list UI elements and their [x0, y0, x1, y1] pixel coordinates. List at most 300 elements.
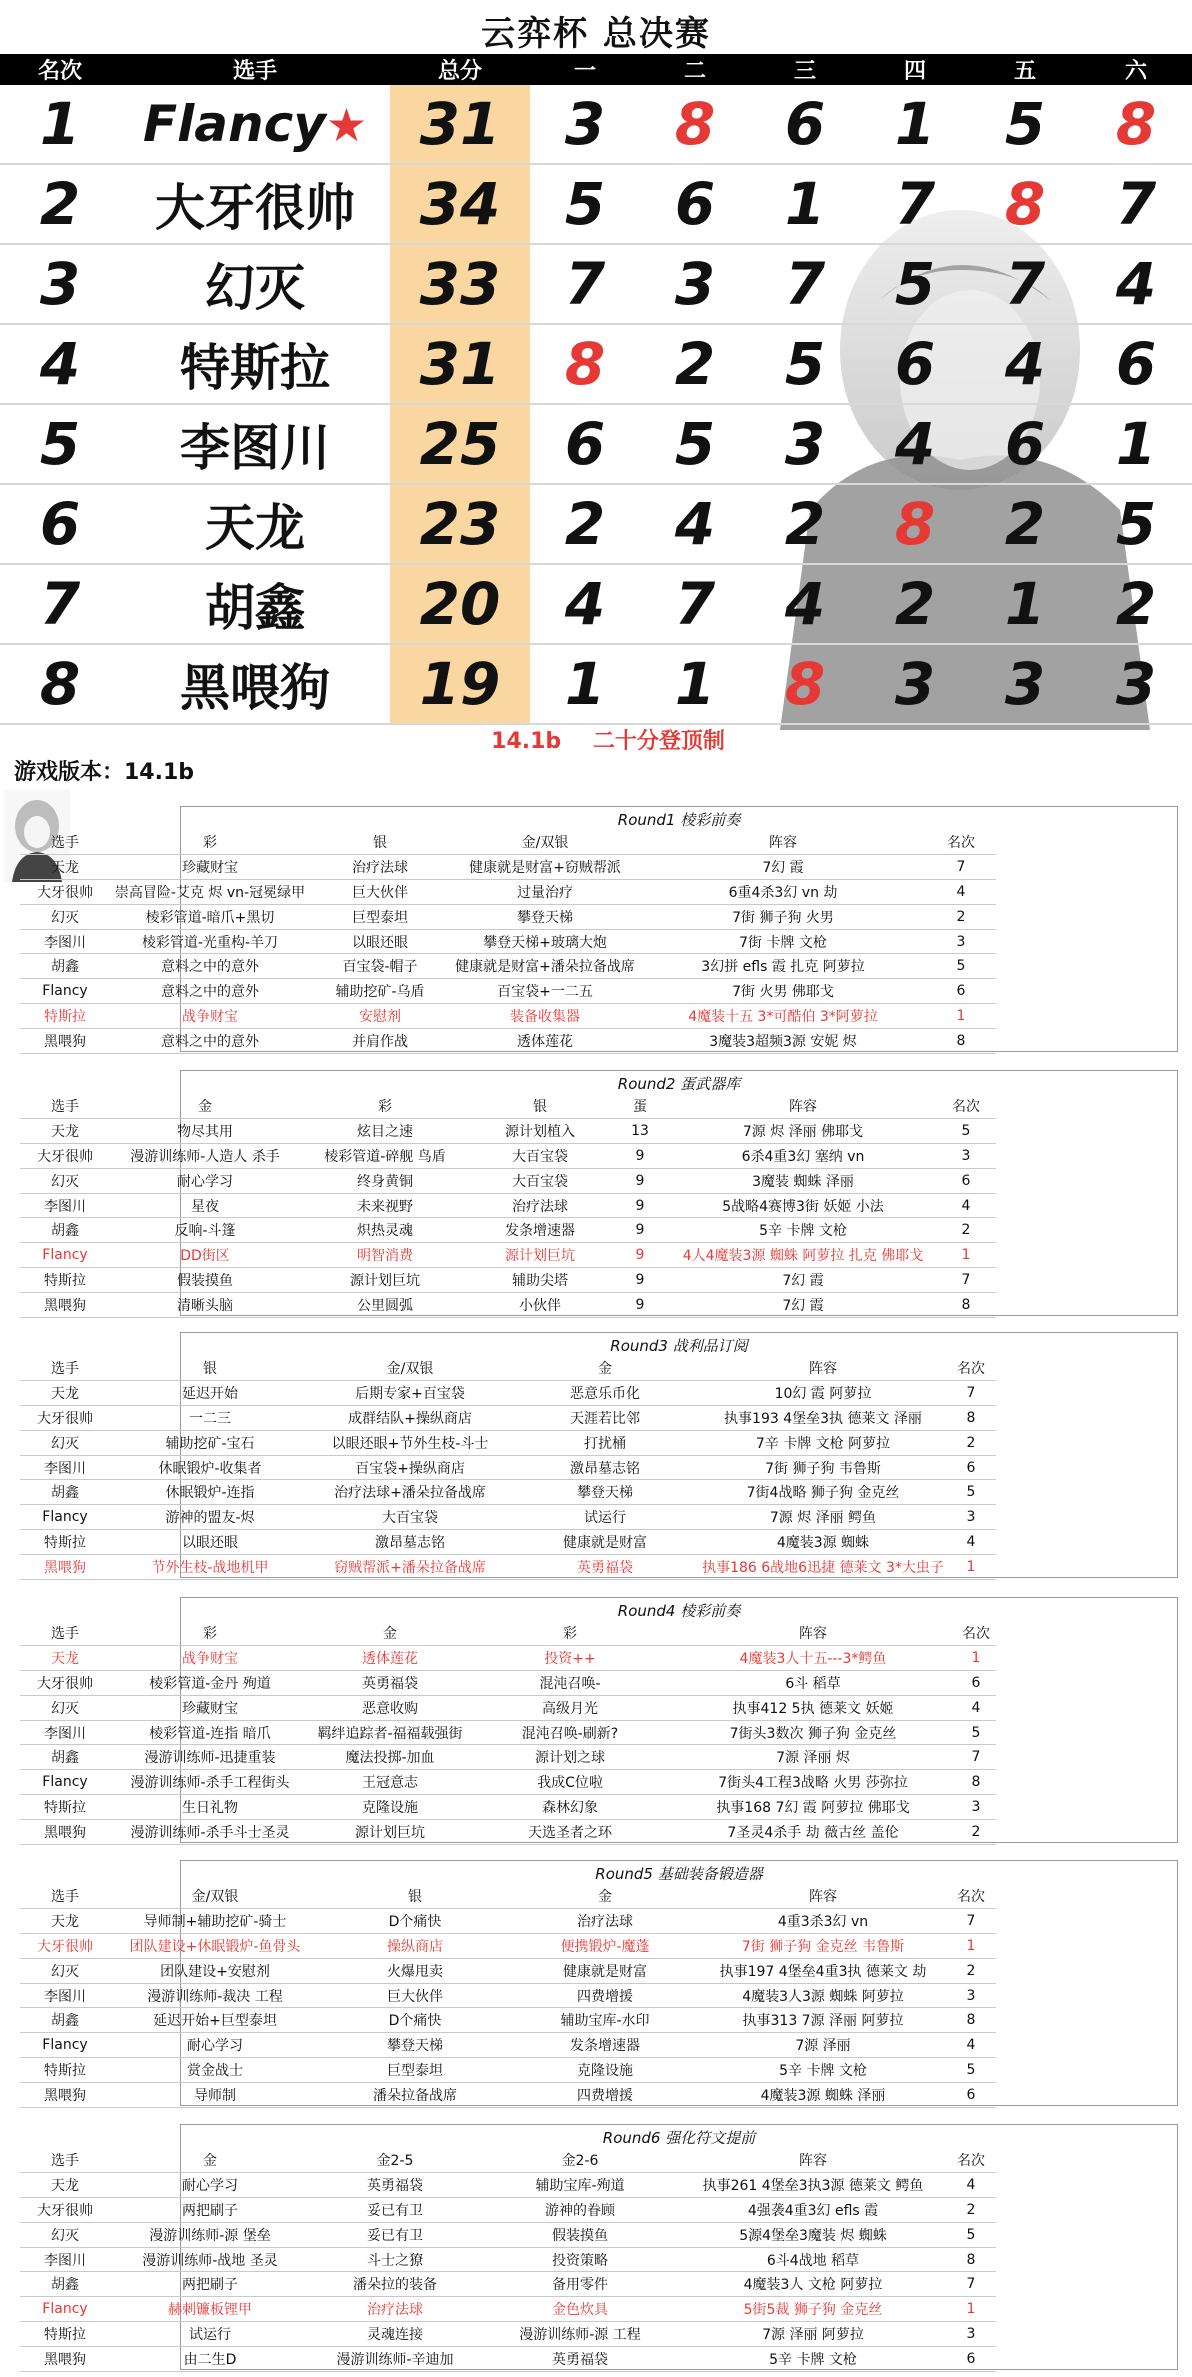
round-cell: 小伙伴: [470, 1293, 610, 1318]
round-cell: 健康就是财富+窃贼帮派: [450, 854, 640, 879]
game-score: 3: [860, 644, 970, 724]
round-header: 阵容: [680, 2148, 946, 2172]
round-row: [20, 1645, 996, 1670]
round-row: [20, 1933, 996, 1958]
round-cell: 7幻 霞: [640, 854, 926, 879]
standings-header: [0, 54, 1192, 85]
round-cell: 6: [936, 1168, 996, 1193]
round-row: [20, 1745, 996, 1770]
round-cell: 8: [946, 1405, 996, 1430]
round-header: 彩: [470, 1621, 670, 1645]
round-cell: 治疗法球+潘朵拉备战席: [310, 1480, 510, 1505]
round-cell: 棱彩管道-光重构-羊刀: [110, 929, 310, 954]
round-cell: 黑喂狗: [20, 1555, 110, 1580]
round-cell: DD街区: [110, 1243, 300, 1268]
round-cell: 公里圆弧: [300, 1293, 470, 1318]
round-cell: 7源 泽丽 烬: [670, 1745, 956, 1770]
rank-cell: 1: [0, 85, 120, 164]
round-cell: 过量治疗: [450, 879, 640, 904]
round-header: 选手: [20, 1884, 110, 1908]
round-cell: 治疗法球: [470, 1193, 610, 1218]
round-header: 名次: [956, 1621, 996, 1645]
round-cell: 5: [926, 954, 996, 979]
round-cell: 羁绊追踪者-福福载强街: [310, 1720, 470, 1745]
round-cell: 漫游训练师-杀手工程街头: [110, 1770, 310, 1795]
round-cell: 克隆设施: [310, 1795, 470, 1820]
round-cell: 大百宝袋: [310, 1505, 510, 1530]
round-cell: 5辛 卡牌 文枪: [700, 2058, 946, 2083]
round-cell: 5辛 卡牌 文枪: [670, 1218, 936, 1243]
round-cell: 便携锻炉-魔蓬: [510, 1933, 700, 1958]
round-cell: 胡鑫: [20, 1745, 110, 1770]
round-cell: 7街 狮子狗 火男: [640, 904, 926, 929]
round-row: [20, 1293, 996, 1318]
round-cell: 星夜: [110, 1193, 300, 1218]
round-cell: 7: [956, 1745, 996, 1770]
round-cell: 9: [610, 1218, 670, 1243]
round-cell: 装备收集器: [450, 1004, 640, 1029]
round-cell: 英勇福袋: [480, 2347, 680, 2372]
round-cell: 妥已有卫: [310, 2222, 480, 2247]
round-cell: 源计划之球: [470, 1745, 670, 1770]
game-score: 8: [970, 164, 1080, 244]
round-cell: 漫游训练师-裁决 工程: [110, 1983, 320, 2008]
rank-cell: 3: [0, 244, 120, 324]
round-row: [20, 954, 996, 979]
round-cell: D个痛快: [320, 1908, 510, 1933]
round-cell: 1: [946, 1555, 996, 1580]
round-cell: 源计划植入: [470, 1118, 610, 1143]
round-header: 名次: [946, 1884, 996, 1908]
round-cell: 5: [956, 1720, 996, 1745]
round-row: [20, 1983, 996, 2008]
round-row: [20, 2033, 996, 2058]
round-cell: 李图川: [20, 1455, 110, 1480]
round-cell: 窃贼帮派+潘朵拉备战席: [310, 1555, 510, 1580]
round-cell: 特斯拉: [20, 1530, 110, 1555]
round-cell: 后期专家+百宝袋: [310, 1380, 510, 1405]
round-cell: 大牙很帅: [20, 2197, 110, 2222]
total-score: 23: [390, 484, 530, 564]
round-row: [20, 1908, 996, 1933]
round-cell: 并肩作战: [310, 1029, 450, 1054]
round-cell: 巨型泰坦: [320, 2058, 510, 2083]
round-cell: 李图川: [20, 2247, 110, 2272]
round-cell: 1: [926, 1004, 996, 1029]
player-name: 幻灭: [120, 244, 390, 324]
round-cell: 2: [956, 1820, 996, 1845]
round-cell: 8: [926, 1029, 996, 1054]
round-cell: 赫刺镰板锂甲: [110, 2297, 310, 2322]
round-cell: 2: [926, 904, 996, 929]
star-icon: ★: [325, 98, 368, 152]
round-cell: 辅助尖塔: [470, 1268, 610, 1293]
round-header: 阵容: [670, 1094, 936, 1118]
round-cell: 耐心学习: [110, 2033, 320, 2058]
round-cell: 巨型泰坦: [310, 904, 450, 929]
round-cell: 治疗法球: [310, 854, 450, 879]
round-cell: 天龙: [20, 2172, 110, 2197]
round-cell: 王冠意志: [310, 1770, 470, 1795]
round-cell: 漫游训练师-源 堡垒: [110, 2222, 310, 2247]
round-header: 金: [510, 1884, 700, 1908]
round-grid: [20, 1356, 996, 1580]
round-cell: 幻灭: [20, 904, 110, 929]
round-cell: Flancy: [20, 1770, 110, 1795]
game-score: 3: [530, 85, 640, 164]
round-cell: 3魔装3超频3源 安妮 烬: [640, 1029, 926, 1054]
game-score: 6: [860, 324, 970, 404]
round-cell: 攀登天梯+玻璃大炮: [450, 929, 640, 954]
round-row: [20, 1958, 996, 1983]
round-cell: 5: [946, 2058, 996, 2083]
round-cell: 攀登天梯: [510, 1480, 700, 1505]
game-score: 3: [640, 244, 750, 324]
round-header: 阵容: [670, 1621, 956, 1645]
round-cell: 炫目之速: [300, 1118, 470, 1143]
rank-cell: 5: [0, 404, 120, 484]
game-score: 4: [640, 484, 750, 564]
round-cell: 7辛 卡牌 文枪 阿萝拉: [700, 1430, 946, 1455]
round-cell: 四费增援: [510, 2083, 700, 2108]
total-score: 33: [390, 244, 530, 324]
round-cell: 4: [926, 879, 996, 904]
round-cell: 妥已有卫: [310, 2197, 480, 2222]
round-header: 名次: [946, 1356, 996, 1380]
round-cell: 4魔装3人3源 蜘蛛 阿萝拉: [700, 1983, 946, 2008]
round-cell: 安慰剂: [310, 1004, 450, 1029]
round-cell: 物尽其用: [110, 1118, 300, 1143]
header-game-5: 五: [970, 54, 1080, 85]
round-cell: 7源 泽丽: [700, 2033, 946, 2058]
game-score: 4: [530, 564, 640, 644]
round-cell: 天龙: [20, 854, 110, 879]
round-cell: 大牙很帅: [20, 1933, 110, 1958]
round-cell: 英勇福袋: [510, 1555, 700, 1580]
game-score: 5: [1080, 484, 1192, 564]
round-cell: 5: [946, 1480, 996, 1505]
round-cell: 混沌召唤-: [470, 1670, 670, 1695]
round-cell: 7街 狮子狗 金克丝 韦鲁斯: [700, 1933, 946, 1958]
round-cell: 执事186 6战地6迅捷 德莱文 3*大虫子: [700, 1555, 946, 1580]
round-cell: 6: [946, 2083, 996, 2108]
round-header: 阵容: [640, 830, 926, 854]
round-cell: Flancy: [20, 2033, 110, 2058]
game-score: 2: [970, 484, 1080, 564]
round-row: [20, 979, 996, 1004]
round-cell: 崇高冒险-艾克 烬 vn-冠冕绿甲: [110, 879, 310, 904]
round-cell: 7源 烬 泽丽 鳄鱼: [700, 1505, 946, 1530]
round-cell: 执事197 4堡垒4重3执 德莱文 劫: [700, 1958, 946, 1983]
round-row: [20, 929, 996, 954]
round-cell: 我成C位啦: [470, 1770, 670, 1795]
round-cell: 7幻 霞: [670, 1293, 936, 1318]
round-cell: 幻灭: [20, 1168, 110, 1193]
round-cell: 金色炊具: [480, 2297, 680, 2322]
round-cell: 李图川: [20, 1720, 110, 1745]
round-row: [20, 854, 996, 879]
round-cell: 4: [946, 2172, 996, 2197]
game-score: 5: [970, 85, 1080, 164]
round-cell: 特斯拉: [20, 1268, 110, 1293]
round-cell: 源计划巨坑: [470, 1243, 610, 1268]
round-row: [20, 2322, 996, 2347]
game-score: 3: [1080, 644, 1192, 724]
round-cell: 魔法投掷-加血: [310, 1745, 470, 1770]
round-cell: 9: [610, 1293, 670, 1318]
round-cell: 攀登天梯: [320, 2033, 510, 2058]
round-header: 选手: [20, 830, 110, 854]
round-row: [20, 2222, 996, 2247]
header-player: 选手: [120, 54, 390, 85]
round-grid: [20, 1884, 996, 2108]
total-score: 31: [390, 324, 530, 404]
round-cell: 以眼还眼: [110, 1530, 310, 1555]
round-header: 金/双银: [110, 1884, 320, 1908]
round-row: [20, 879, 996, 904]
round-cell: 9: [610, 1143, 670, 1168]
round-cell: 大牙很帅: [20, 879, 110, 904]
header-game-4: 四: [860, 54, 970, 85]
round-cell: 2: [936, 1218, 996, 1243]
game-score: 4: [1080, 244, 1192, 324]
round-header: 选手: [20, 1094, 110, 1118]
player-name: 天龙: [120, 484, 390, 564]
round-cell: 幻灭: [20, 1695, 110, 1720]
game-score: 8: [750, 644, 860, 724]
round-cell: 耐心学习: [110, 2172, 310, 2197]
player-name: 特斯拉: [120, 324, 390, 404]
round-cell: 漫游训练师-杀手斗士圣灵: [110, 1820, 310, 1845]
round-cell: 百宝袋-帽子: [310, 954, 450, 979]
round-header: 银: [320, 1884, 510, 1908]
round-cell: 激昂墓志铭: [510, 1455, 700, 1480]
standings-row: [0, 85, 1192, 164]
round-cell: 李图川: [20, 1983, 110, 2008]
rank-cell: 4: [0, 324, 120, 404]
round-cell: 2: [946, 1430, 996, 1455]
round-header: 名次: [946, 2148, 996, 2172]
round-cell: 胡鑫: [20, 2008, 110, 2033]
round-cell: 由二生D: [110, 2347, 310, 2372]
round-row: [20, 2083, 996, 2108]
round-cell: 成群结队+操纵商店: [310, 1405, 510, 1430]
round-cell: 巨大伙伴: [320, 1983, 510, 2008]
round-cell: 以眼还眼: [310, 929, 450, 954]
round-cell: 意料之中的意外: [110, 1029, 310, 1054]
round-cell: 8: [936, 1293, 996, 1318]
round-row: [20, 2008, 996, 2033]
round-cell: 团队建设+安慰剂: [110, 1958, 320, 1983]
round-cell: 4: [946, 1530, 996, 1555]
round-cell: 攀登天梯: [450, 904, 640, 929]
round-cell: 棱彩管道-连指 暗爪: [110, 1720, 310, 1745]
game-score: 8: [530, 324, 640, 404]
round-cell: 游神的盟友-烬: [110, 1505, 310, 1530]
round-cell: 7幻 霞: [670, 1268, 936, 1293]
round-cell: 3: [946, 1505, 996, 1530]
round-cell: 意料之中的意外: [110, 979, 310, 1004]
round-cell: 2: [946, 2197, 996, 2222]
round-cell: 执事168 7幻 霞 阿萝拉 佛耶戈: [670, 1795, 956, 1820]
game-score: 6: [970, 404, 1080, 484]
round-cell: 克隆设施: [510, 2058, 700, 2083]
round-cell: 健康就是财富: [510, 1958, 700, 1983]
game-score: 2: [860, 564, 970, 644]
game-score: 7: [860, 164, 970, 244]
round-cell: 10幻 霞 阿萝拉: [700, 1380, 946, 1405]
round-title: Round6 强化符文提前: [602, 2129, 756, 2147]
round-cell: 试运行: [510, 1505, 700, 1530]
format-tag: 二十分登顶制: [592, 729, 725, 754]
round-cell: 透体莲花: [310, 1645, 470, 1670]
round-cell: 漫游训练师-人造人 杀手: [110, 1143, 300, 1168]
round-header: 选手: [20, 1356, 110, 1380]
round-cell: 特斯拉: [20, 1795, 110, 1820]
round-row: [20, 1243, 996, 1268]
round-cell: 7源 泽丽 阿萝拉: [680, 2322, 946, 2347]
round-cell: 辅助宝库-水印: [510, 2008, 700, 2033]
round-cell: 胡鑫: [20, 1218, 110, 1243]
round-cell: 9: [610, 1193, 670, 1218]
round-title: Round2 蛋武器库: [617, 1075, 741, 1093]
round-cell: 黑喂狗: [20, 1293, 110, 1318]
round-cell: 6杀4重3幻 塞纳 vn: [670, 1143, 936, 1168]
round-cell: 黑喂狗: [20, 1820, 110, 1845]
round-cell: 英勇福袋: [310, 2172, 480, 2197]
round-header: 银: [310, 830, 450, 854]
round-row: [20, 1720, 996, 1745]
game-score: 2: [640, 324, 750, 404]
header-game-1: 一: [530, 54, 640, 85]
round-cell: 1: [946, 1933, 996, 1958]
round-cell: 13: [610, 1118, 670, 1143]
header-game-6: 六: [1080, 54, 1192, 85]
round-cell: 4魔装3源 蜘蛛: [700, 1530, 946, 1555]
round-cell: 大牙很帅: [20, 1143, 110, 1168]
round-header: 彩: [110, 830, 310, 854]
game-score: 8: [860, 484, 970, 564]
round-cell: 辅助挖矿-宝石: [110, 1430, 310, 1455]
game-score: 4: [970, 324, 1080, 404]
rank-cell: 6: [0, 484, 120, 564]
round-cell: 7: [946, 1380, 996, 1405]
standings-row: [0, 644, 1192, 724]
round-cell: 黑喂狗: [20, 2083, 110, 2108]
game-score: 8: [1080, 85, 1192, 164]
round-cell: 胡鑫: [20, 954, 110, 979]
round-cell: 健康就是财富+潘朵拉备战席: [450, 954, 640, 979]
round-cell: 潘朵拉备战席: [320, 2083, 510, 2108]
round-row: [20, 2172, 996, 2197]
version-tag: 14.1b: [491, 729, 562, 754]
round-row: [20, 1430, 996, 1455]
round-cell: 7圣灵4杀手 劫 薇古丝 盖伦: [670, 1820, 956, 1845]
round-header: 阵容: [700, 1356, 946, 1380]
game-score: 6: [530, 404, 640, 484]
round-row: [20, 2197, 996, 2222]
round-row: [20, 1029, 996, 1054]
round-cell: 战争财宝: [110, 1004, 310, 1029]
round-row: [20, 1143, 996, 1168]
round-cell: 投资++: [470, 1645, 670, 1670]
round-cell: 天选圣者之环: [470, 1820, 670, 1845]
round-row: [20, 1218, 996, 1243]
round-row: [20, 1820, 996, 1845]
round-cell: 生日礼物: [110, 1795, 310, 1820]
round-header: 选手: [20, 2148, 110, 2172]
round-cell: 3: [946, 2322, 996, 2347]
round-cell: 大牙很帅: [20, 1405, 110, 1430]
round-cell: 两把刷子: [110, 2272, 310, 2297]
round-cell: 休眠锻炉-连指: [110, 1480, 310, 1505]
round-cell: Flancy: [20, 1243, 110, 1268]
round-header: 蛋: [610, 1094, 670, 1118]
round-cell: 3幻拼 efls 霞 扎克 阿萝拉: [640, 954, 926, 979]
round-cell: 4强袭4重3幻 efls 霞: [680, 2197, 946, 2222]
round-cell: 7街头3数次 狮子狗 金克丝: [670, 1720, 956, 1745]
round-cell: 7街4战略 狮子狗 金克丝: [700, 1480, 946, 1505]
round-cell: 5战略4赛博3街 妖姬 小法: [670, 1193, 936, 1218]
format-banner: [0, 724, 1192, 755]
game-score: 5: [640, 404, 750, 484]
round-cell: 6重4杀3幻 vn 劫: [640, 879, 926, 904]
standings-table: [0, 54, 1192, 725]
round-title: Round3 战利品订阅: [610, 1337, 748, 1355]
round-cell: 一二三: [110, 1405, 310, 1430]
round-cell: 6: [926, 979, 996, 1004]
round-cell: 以眼还眼+节外生枝-斗士: [310, 1430, 510, 1455]
round-cell: 7街 火男 佛耶戈: [640, 979, 926, 1004]
total-score: 34: [390, 164, 530, 244]
round-cell: 未来视野: [300, 1193, 470, 1218]
game-score: 1: [970, 564, 1080, 644]
round-cell: 英勇福袋: [310, 1670, 470, 1695]
round-header-row: [20, 2148, 996, 2172]
round-cell: Flancy: [20, 979, 110, 1004]
round-cell: 大牙很帅: [20, 1670, 110, 1695]
round-cell: 激昂墓志铭: [310, 1530, 510, 1555]
round-cell: 游神的眷顾: [480, 2197, 680, 2222]
round-row: [20, 2347, 996, 2372]
round-cell: 恶意乐币化: [510, 1380, 700, 1405]
round-cell: 6斗4战地 稻草: [680, 2247, 946, 2272]
round-header-row: [20, 1094, 996, 1118]
round-cell: 珍藏财宝: [110, 854, 310, 879]
round-row: [20, 1193, 996, 1218]
round-cell: 导师制+辅助挖矿-骑士: [110, 1908, 320, 1933]
round-header: 银: [470, 1094, 610, 1118]
round-header: 名次: [926, 830, 996, 854]
header-game-3: 三: [750, 54, 860, 85]
round-cell: 3: [946, 1983, 996, 2008]
round-row: [20, 1795, 996, 1820]
round-header: 名次: [936, 1094, 996, 1118]
round-cell: 两把刷子: [110, 2197, 310, 2222]
round-header: 阵容: [700, 1884, 946, 1908]
round-cell: 5: [946, 2222, 996, 2247]
round-cell: 明智消费: [300, 1243, 470, 1268]
round-cell: 反响-斗篷: [110, 1218, 300, 1243]
round-title: Round1 棱彩前奏: [617, 811, 741, 829]
round-row: [20, 1555, 996, 1580]
round-cell: 李图川: [20, 929, 110, 954]
round-row: [20, 2247, 996, 2272]
round-header: 金: [510, 1356, 700, 1380]
round-row: [20, 1530, 996, 1555]
round-cell: 漫游训练师-辛迪加: [310, 2347, 480, 2372]
standings-row: [0, 484, 1192, 564]
